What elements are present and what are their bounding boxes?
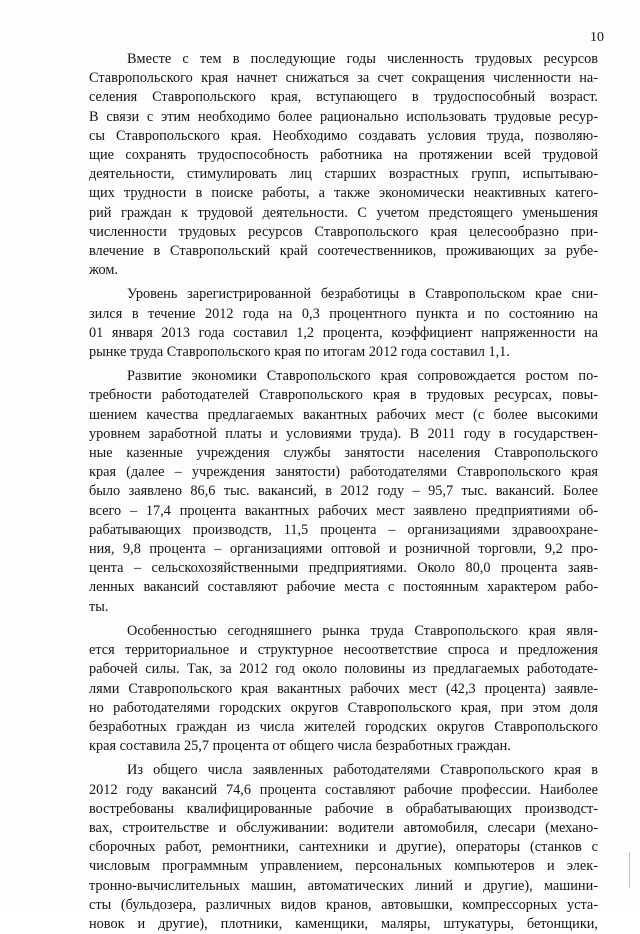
text-line: шением качества предлагаемых вакантных рабочих мест (с более высокими <box>89 406 598 423</box>
text-line: влечение в Ставропольский край соотечественников, проживающих за рубе- <box>89 243 598 260</box>
text-line: жом. <box>89 262 119 279</box>
paragraph <box>89 285 598 362</box>
text-line: ные казенные учреждения службы занятости населения Ставропольского <box>89 445 598 462</box>
paragraph <box>89 761 598 934</box>
text-line: цента – сельскохозяйственными предприятиями. Около 80,0 процента заяв- <box>89 560 598 577</box>
text-line: края составила 25,7 процента от общего числа безработных граждан. <box>89 738 511 755</box>
text-line: Ставропольского края начнет снижаться за счет сокращения численности на- <box>89 70 598 87</box>
text-line: лями Ставропольского края вакантных рабочих мест (42,3 процента) заявле- <box>89 680 598 697</box>
text-line: щих трудности в поиске работы, а также экономически неактивных катего- <box>89 185 598 202</box>
text-line: вах, строительстве и обслуживании: водители автомобиля, слесари (механо- <box>89 819 598 836</box>
text-line: численности трудовых ресурсов Ставропольского края целесообразно при- <box>89 223 598 240</box>
text-line: сты (бульдозера, различных видов кранов, автовышки, компрессорных уста- <box>89 896 598 913</box>
document-body <box>89 50 598 934</box>
paragraph <box>89 50 598 280</box>
text-line: деятельности, стимулировать лиц старших возрастных групп, испытываю- <box>89 166 598 183</box>
text-line: ется территориальное и структурное несоответствие спроса и предложения <box>89 642 598 659</box>
text-line: рабатывающих производств, 11,5 процента – организациями здравоохране- <box>89 521 598 538</box>
text-line: сы Ставропольского края. Необходимо создавать условия труда, позволяю- <box>89 127 598 144</box>
text-line: числовым программным управлением, персональных компьютеров и элек- <box>89 858 598 875</box>
text-line: было заявлено 86,6 тыс. вакансий, в 2012 году – 95,7 тыс. вакансий. Более <box>89 483 598 500</box>
text-line: безработных граждан из числа жителей городских округов Ставропольского <box>89 718 598 735</box>
text-line: востребованы квалифицированные рабочие в обрабатывающих производст- <box>89 800 598 817</box>
text-line: Вместе с тем в последующие годы численность трудовых ресурсов <box>127 51 598 67</box>
page-number: 10 <box>590 30 604 45</box>
text-line: селения Ставропольского края, вступающего в трудоспособный возраст. <box>89 89 598 106</box>
text-line: В связи с этим необходимо более рационально использовать трудовые ресур- <box>89 108 598 125</box>
text-line: требности работодателей Ставропольского края в трудовых ресурсах, повы- <box>89 387 598 404</box>
text-line: 01 января 2013 года составил 1,2 процента, коэффициент напряженности на <box>89 324 598 341</box>
paragraph <box>89 367 598 617</box>
text-line: зился в течение 2012 года на 0,3 процентного пункта и по состоянию на <box>89 305 598 322</box>
text-line: края (далее – учреждения занятости) работодателями Ставропольского края <box>89 464 598 481</box>
text-line: 2012 году вакансий 74,6 процента составляют рабочие профессии. Наиболее <box>89 781 598 798</box>
text-line: Из общего числа заявленных работодателями Ставропольского края в <box>127 762 598 779</box>
text-line: рабочей силы. Так, за 2012 год около половины из предлагаемых работодате- <box>89 661 598 678</box>
paragraph <box>89 622 598 756</box>
text-line: рий граждан к трудовой деятельности. С учетом предстоящего уменьшения <box>89 204 598 221</box>
text-line: Развитие экономики Ставропольского края сопровождается ростом по- <box>127 368 598 385</box>
text-line: новок и другие), плотники, каменщики, маляры, штукатуры, бетонщики, <box>89 915 598 932</box>
text-line: тронно-вычислительных машин, автоматических линий и другие), машини- <box>89 877 598 894</box>
text-line: ния, 9,8 процента – организациями оптовой и розничной торговли, 9,2 про- <box>89 541 598 558</box>
text-line: щие сохранять трудоспособность работника на протяжении всей трудовой <box>89 147 598 164</box>
text-line: Особенностью сегодняшнего рынка труда Ставропольского края явля- <box>127 622 598 639</box>
scan-edge-mark <box>629 852 634 888</box>
text-line: рынке труда Ставропольского края по итогам 2012 года составил 1,1. <box>89 344 510 361</box>
text-line: Уровень зарегистрированной безработицы в Ставропольском крае сни- <box>127 286 598 303</box>
text-line: уровнем заработной платы и условиями труда). В 2011 году в государствен- <box>89 425 598 442</box>
text-line: всего – 17,4 процента вакантных рабочих мест заявлено предприятиями об- <box>89 502 598 519</box>
text-line: сборочных работ, ремонтники, сантехники и другие), операторы (станков с <box>89 839 598 856</box>
text-line: но работодателями городских округов Ставропольского края, при этом доля <box>89 699 598 716</box>
text-line: ленных вакансий составляют рабочие места с постоянным характером рабо- <box>89 579 598 596</box>
text-line: ты. <box>89 598 109 615</box>
